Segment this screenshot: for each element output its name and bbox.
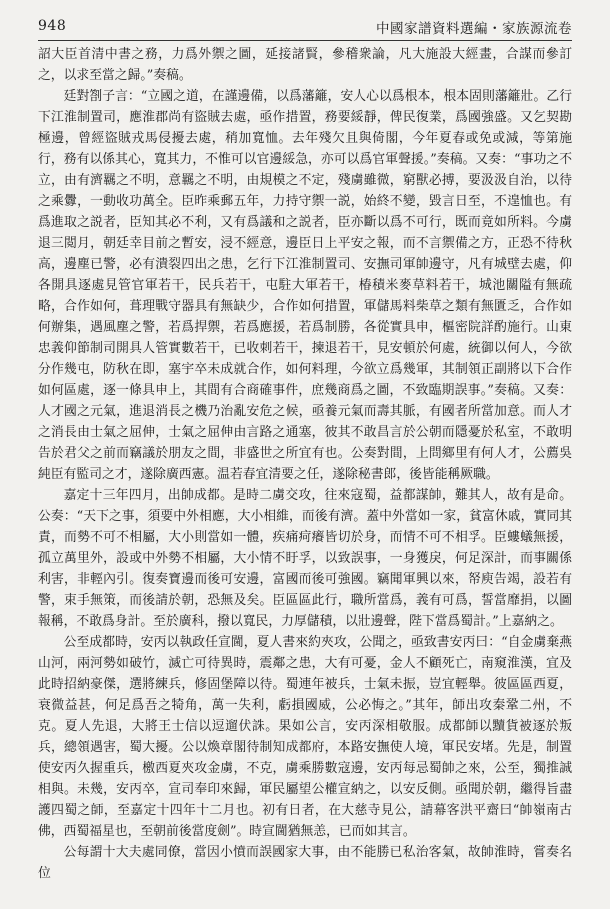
running-title: 中國家譜資料選編・家族源流卷 — [376, 21, 572, 37]
paragraph-memorial: 廷對劄子言：“立國之道，在謹邊備，以爲藩籬，安人心以爲根本，根本固則藩籬壯。乙行下江淮制置司，應淮郡尚有盜賊去處，亟作措置，務要綏靜，俾民復業，爲國強盛。又乞契勘極邊，曾經盜賊戎馬侵擾去處，稍加寬恤。去年殘欠且與倚閣，今年夏春或免或減，等第施行，務有以係其心，寬其力，不惟可以官邊綏急，亦可以爲官軍聲援。”奏稿。又奏：“事功之不立，由有濟羈之不明，意羈之不明，由規模之不定，殘虜雖微，窮獸必搏，要汲汲自治，以待之乘釁，一動收功萬全。臣昨乘郵五年，力持守禦一説，始終不變，毀言日至，不遑恤也。有爲進取之説者，臣知其必不利，又有爲議和之説者，臣亦斷以爲不可行，既而竟如所料。今虜退三閲月，朝廷幸目前之暫安，浸不經意，邊臣日上平安之報，而不言禦備之方，正恐不待秋高，邊塵已警，必有潰裂四出之患，乞行下江淮制置司、安撫司軍帥邊守，凡有城壁去處，仰各開具逐處見管官軍若干，民兵若干，屯駐大軍若干，椿積米麥草料若干，城池關隘有無疏略，合作如何，葺理戰守器具有無缺少，合作如何措置，軍儲馬料柴草之類有無匱乏，合作如何辦集，遇風塵之警，若爲捍禦，若爲應援，若爲制勝，各從實具申，樞密院詳酌施行。山東忠義仰節制司開具人管實數若干，已收刺若干，揀退若干，見安頓於何處，統御以何人，今欲分作幾屯，防秋在即，塞宇卒未成就合作，如何料理，今欲立爲幾軍，其制領正副將以下合作如何區處，逐一條具申上，其間有合商確事件，庶幾商爲之圖，不致臨期誤事。”奏稿。又奏：人才國之元氣，進退消長之機乃治亂安危之候，亟養元氣而壽其脈，有國者所當加意。而人才之消長由士氣之屈伸，士氣之屈伸由言路之通塞，彼其不敢昌言於公朝而隱憂於私室，不敢明告於君父之前而竊議於朋友之間，非盛世之所宜有也。公奏對間，上問鄉里有何人才，公薦吳純臣有監司之才，遂除廣西憲。温若春宜清要之任，遂除秘書郎，後皆能稱厥職。 — [38, 89, 572, 482]
page-header — [38, 10, 572, 41]
paragraph-final: 公每謂十大夫處同僚，當因小憤而誤國家大事，由不能勝已私治客氣，故帥淮時，嘗奏名位 — [38, 845, 572, 881]
paragraph-continued: 詔大臣首清中書之務，力爲外禦之圖，延接諸賢，參稽衆論，凡大施設大經畫，合謀而參訂之，以求至當之歸。”奏稿。 — [38, 47, 572, 83]
page-number: 948 — [38, 18, 67, 34]
body-text — [38, 44, 572, 884]
paragraph-chengdu-appointment: 嘉定十三年四月，出帥成都。是時二虜交攻，往來寇蜀，益都謀帥，難其人，故有是命。公奏：“天下之事，須要中外相應，大小相維，而後有濟。蓋中外當如一家，貧富休戚，實同其責，而勢不可不相屬，大小則當如一體，疾痛疴癢皆切於身，而情不可不相孚。臣螻蟻無援，孤立萬里外，設或中外勢不相屬，大小情不盱孚，以致誤事，一身獲戾，何足深計，而事關係利害，非輕內引。復奏寶邊而後可安邊，富國而後可強國。竊聞軍興以來，帑庾告竭，設若有警，束手無策，而後請於朝，恐無及矣。臣區區此行，職所當爲，義有可爲，誓當靡捐，以圖報稱，不敢爲身計。至於廣科，撥以寬民，力厚儲積，以壯邊聲，陛下當爲蜀計。”上嘉納之。 — [38, 488, 572, 629]
paragraph-chengdu-arrival: 公至成都時，安丙以執政任宣閫，夏人書來約夾攻，公聞之，亟致書安丙曰：“自金虜棄燕山河，兩河勢如破竹，滅亡可待異時，震鄰之患，大有可憂，金人不顧死亡，南窺淮漢，宜及此時招納豪傑，選將練兵，修固堡障以待。蜀連年被兵，士氣未振，豈宜輕舉。彼區區西夏，衰微益甚，何足爲吾之犄角，萬一失利，虧損國威，公必悔之。”其年，師出攻秦鞏二州，不克。夏人先退，大將王士信以逗遛伏誅。果如公言，安丙深相敬服。成都師以黷貨被逐於叛兵，總領遇害，蜀大擾。公以煥章閣待制知成都府，本路安撫使人境，軍民安堵。先是，制置使安丙久握重兵，檄西夏夾攻金虜，不克，虜乘勝數寇邊，安丙每忌蜀帥之來，公至，獨推誠相與。未幾，安丙卒，宣司奉印來歸，軍民屬望公權宣納之，以安反側。亟聞於朝，繼得旨盡護四蜀之師，至嘉定十四年十二月也。初有日者，在大慈寺見公，請幕客洪平齋曰“帥嶺南古佛，西蜀福星也，至朝前後當度劍”。時宣閫猶無恙，已而如其言。 — [38, 635, 572, 839]
